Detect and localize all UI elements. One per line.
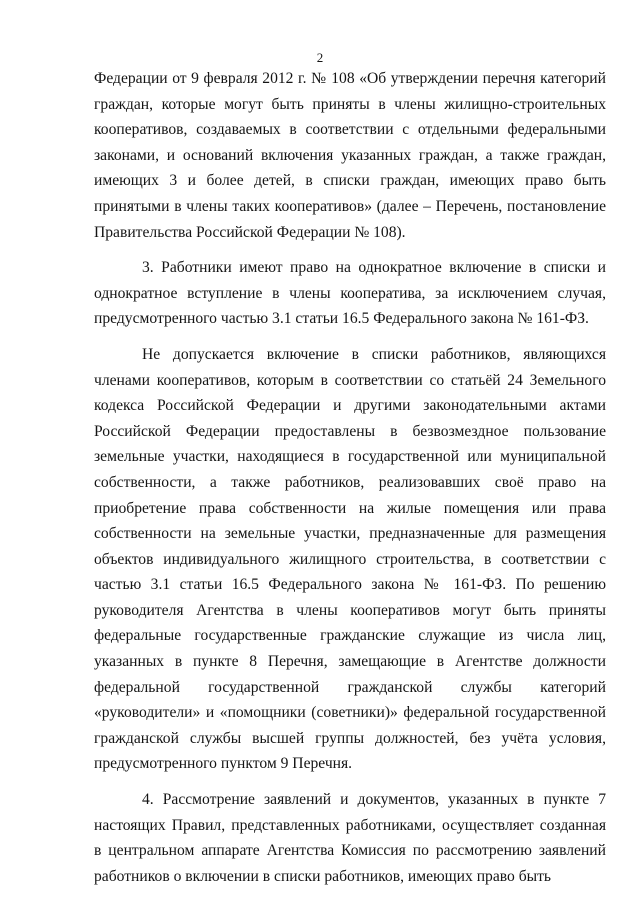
paragraph-exclusions: Не допускается включение в списки работников, являющихся членами кооперативов, которым в соответствии со статьёй 24 Земельного кодекса Российской Федерации и другими законодательными актами Российской Федерации предоставлены в безвозмездное пользование земельные участки, находящиеся в государственной или муниципальной собственности, а также работников, реализовавших своё право на приобретение права собственности на жилые помещения или права собственности на земельные участки, предназначенные для размещения объектов индивидуального жилищного строительства, в соответствии с частью 3.1 статьи 16.5 Федерального закона № 161-ФЗ. По решению руководителя Агентства в члены кооперативов могут быть приняты федеральные государственные гражданские служащие из числа лиц, указанных в пункте 8 Перечня, замещающие в Агентстве должности федеральной государственной гражданской службы категорий «руководители» и «помощники (советники)» федеральной государственной гражданской службы высшей группы должностей, без учёта условия, предусмотренного пунктом 9 Перечня.	[94, 345, 606, 773]
paragraph-item-3: 3. Работники имеют право на однократное включение в списки и однократное вступление в члены кооператива, за исключением случая, предусмотренного частью 3.1 статьи 16.5 Федерального закона № 161-ФЗ.	[94, 259, 606, 328]
document-body	[94, 66, 606, 899]
paragraph-item-4: 4. Рассмотрение заявлений и документов, указанных в пункте 7 настоящих Правил, представленных работниками, осуществляет созданная в центральном аппарате Агентства Комиссия по рассмотрению заявлений работников о включении в списки работников, имеющих право быть	[94, 791, 606, 885]
paragraph-continuation: Федерации от 9 февраля 2012 г. № 108 «Об утверждении перечня категорий граждан, которые могут быть приняты в члены жилищно-строительных кооперативов, создаваемых в соответствии с отдельными федеральными законами, и оснований включения указанных граждан, а также граждан, имеющих 3 и более детей, в списки граждан, имеющих право быть принятыми в члены таких кооперативов» (далее – Перечень, постановление Правительства Российской Федерации № 108).	[94, 70, 606, 241]
page-number: 2	[316, 50, 324, 65]
